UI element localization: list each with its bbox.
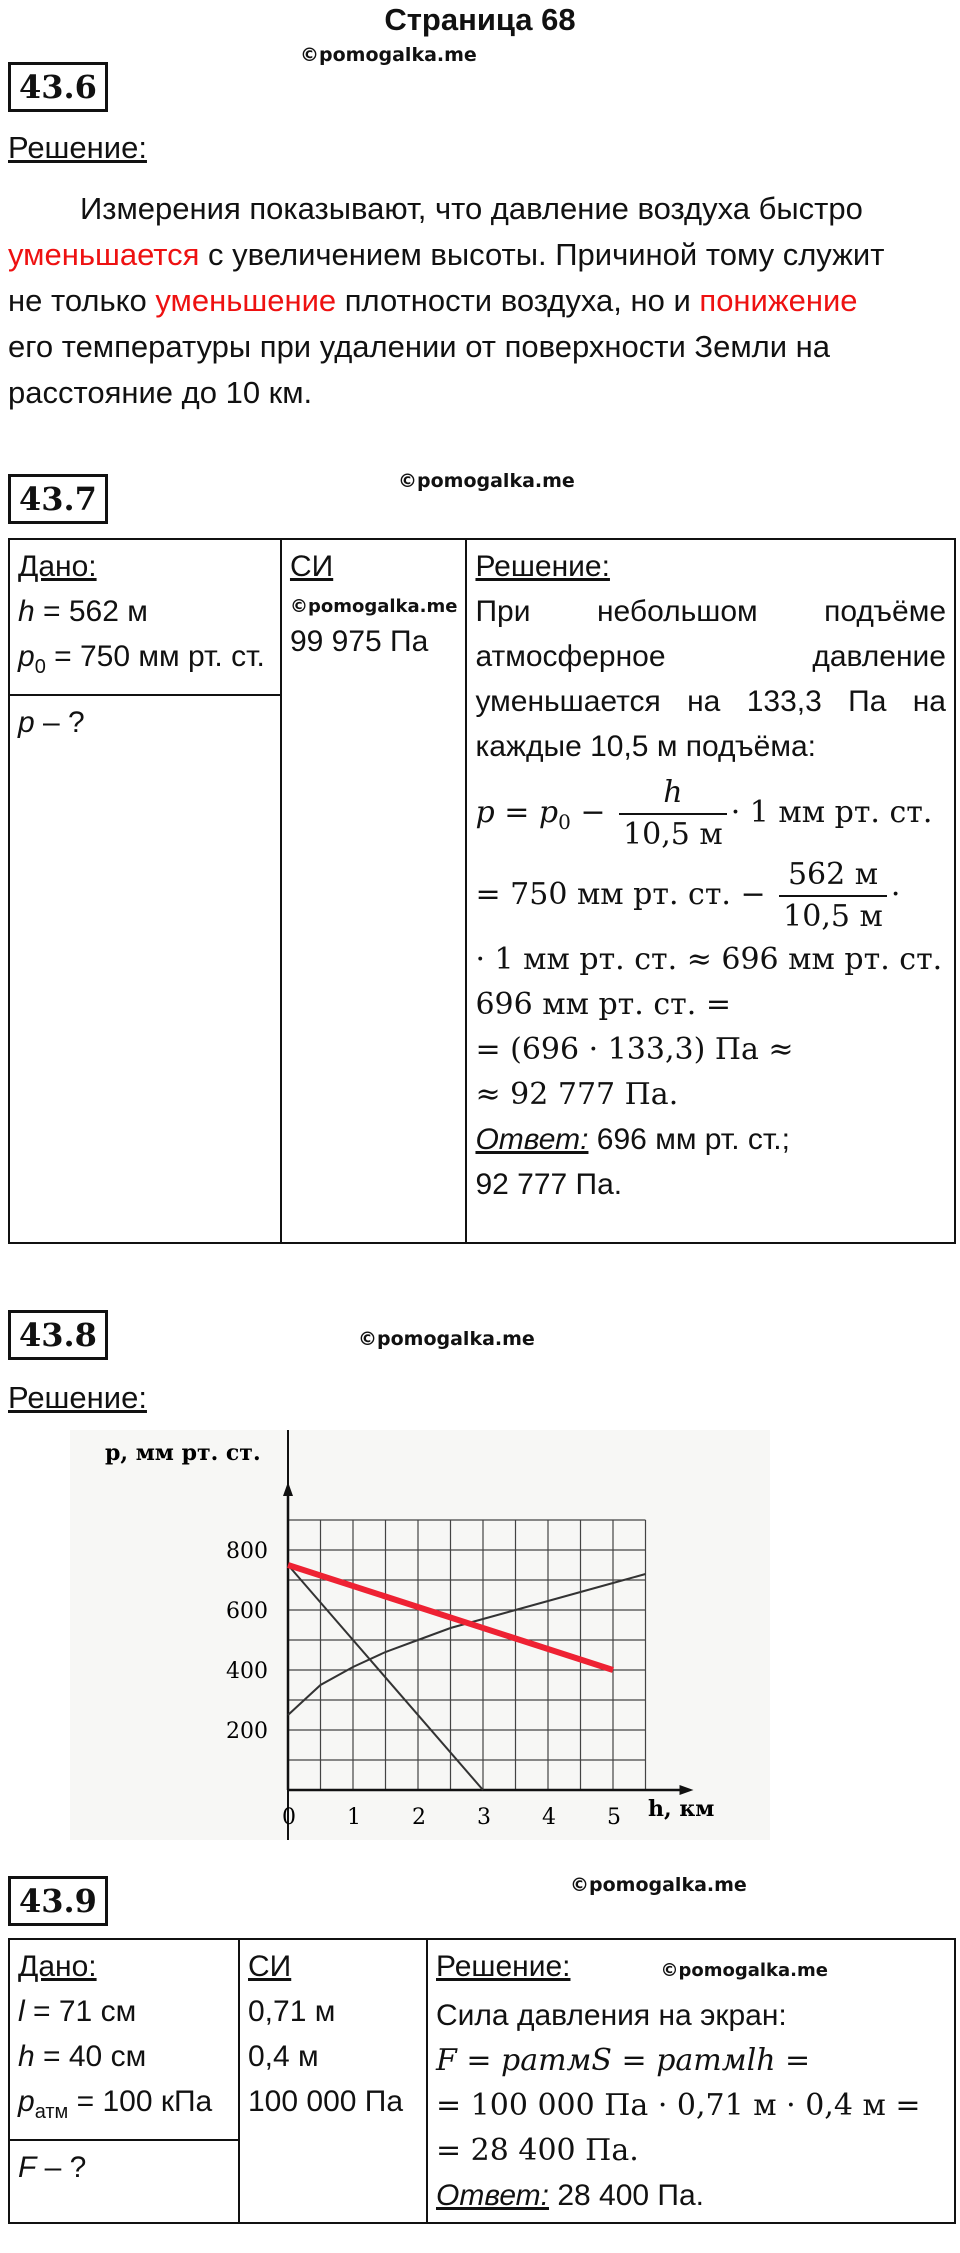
watermark: ©pomogalka.me — [358, 1328, 535, 1350]
si-value: 0,4 м — [248, 2040, 319, 2073]
para-line: уменьшается с увеличением высоты. Причиной тому служит — [8, 237, 885, 272]
para-line: Измерения показывают, что давление воздуха быстро — [80, 191, 863, 226]
solution-line: Сила давления на экран: — [436, 1999, 787, 2032]
task-table-43-7 — [8, 538, 956, 1244]
si-cell — [281, 539, 467, 1243]
problem-number-43-7: 43.7 — [8, 474, 108, 524]
find-cell — [9, 695, 281, 1243]
given-heading: Дано: — [18, 1950, 97, 1983]
watermark: ©pomogalka.me — [398, 470, 575, 492]
x-axis-label: h, км — [648, 1796, 715, 1822]
problem-number-43-6: 43.6 — [8, 62, 108, 112]
para-line: не только уменьшение плотности воздуха, но и понижение — [8, 283, 858, 318]
watermark: ©pomogalka.me — [289, 596, 458, 617]
answer: Ответ: 28 400 Па. — [436, 2179, 705, 2212]
y-tick-label: 200 — [226, 1719, 268, 1744]
solution-heading-43-6: Решение: — [8, 130, 147, 165]
si-value: 99 975 Па — [289, 625, 429, 658]
solution-line: уменьшается на 133,3 Па на — [475, 685, 946, 718]
answer-cont: 92 777 Па. — [475, 1168, 623, 1201]
given-h: h = 562 м — [18, 595, 148, 628]
given-heading: Дано: — [18, 550, 97, 583]
si-value: 0,71 м — [248, 1995, 336, 2028]
solution-line: При небольшом подъёме — [475, 595, 946, 628]
formula-3: = 28 400 Па. — [436, 2133, 639, 2168]
formula-3: · 1 мм рт. ст. ≈ 696 мм рт. ст. — [475, 942, 943, 977]
page-title: Страница 68 — [384, 2, 576, 37]
para-line: его температуры при удалении от поверхности Земли на — [8, 329, 831, 364]
answer: Ответ: 696 мм рт. ст.; — [475, 1123, 790, 1156]
solution-cell — [427, 1939, 955, 2223]
find-cell — [9, 2140, 239, 2223]
watermark: ©pomogalka.me — [570, 1874, 747, 1896]
solution-line: атмосферное давление — [475, 640, 946, 673]
x-tick-label: 2 — [412, 1805, 426, 1830]
solution-cell — [466, 539, 955, 1243]
pressure-altitude-chart — [70, 1430, 770, 1840]
watermark: ©pomogalka.me — [300, 44, 477, 66]
solution-heading: Решение: — [475, 550, 610, 583]
x-tick-label: 3 — [477, 1805, 491, 1830]
x-tick-label: 1 — [347, 1805, 361, 1830]
x-tick-label: 5 — [607, 1805, 621, 1830]
formula-1: F = pатмS = pатмlh = — [436, 2043, 811, 2078]
given-l: l = 71 см — [18, 1995, 137, 2028]
si-heading: СИ — [248, 1950, 292, 1983]
formula-2: = 100 000 Па · 0,71 м · 0,4 м = — [436, 2088, 921, 2123]
problem-number-43-9: 43.9 — [8, 1876, 108, 1926]
y-tick-label: 800 — [226, 1539, 268, 1564]
given-cell — [9, 1939, 239, 2140]
para-line: расстояние до 10 км. — [8, 375, 313, 410]
solution-heading-43-8: Решение: — [8, 1380, 147, 1415]
y-axis-label: p, мм рт. ст. — [105, 1440, 261, 1466]
formula-5: = (696 · 133,3) Па ≈ — [475, 1032, 794, 1067]
find-f: F – ? — [18, 2151, 87, 2184]
formula-4: 696 мм рт. ст. = — [475, 987, 731, 1022]
given-cell — [9, 539, 281, 695]
solution-heading-row: Решение: ©pomogalka.me — [436, 1950, 828, 1983]
problem-number-43-8: 43.8 — [8, 1310, 108, 1360]
y-tick-label: 600 — [226, 1599, 268, 1624]
given-p0: $p_0 = 750$ мм рт. ст. — [18, 640, 265, 678]
si-value: 100 000 Па — [248, 2085, 404, 2118]
formula-2: = 750 мм рт. ст. − $\frac{562 м}{10,5 м}$ · — [475, 855, 946, 937]
solution-line: каждые 10,5 м подъёма: — [475, 730, 816, 763]
find-p: p – ? — [18, 706, 85, 739]
given-h: h = 40 см — [18, 2040, 147, 2073]
fraction: $\frac{h}{10,5 м}$ — [619, 773, 727, 855]
x-tick-label: 0 — [282, 1805, 296, 1830]
si-heading: СИ — [289, 550, 334, 583]
formula-1: $p = p_0$ − $\frac{h}{10,5 м}$ · 1 мм рт. ст. — [475, 773, 946, 855]
chart-background — [70, 1430, 770, 1840]
task-table-43-9 — [8, 1938, 956, 2224]
fraction: $\frac{562 м}{10,5 м}$ — [779, 855, 887, 937]
paragraph-43-6 — [8, 186, 952, 416]
y-tick-label: 400 — [226, 1659, 268, 1684]
given-patm: $p_{атм} = 100$ кПа — [18, 2085, 213, 2123]
formula-6: ≈ 92 777 Па. — [475, 1077, 679, 1112]
x-tick-label: 4 — [542, 1805, 556, 1830]
si-cell — [239, 1939, 427, 2223]
